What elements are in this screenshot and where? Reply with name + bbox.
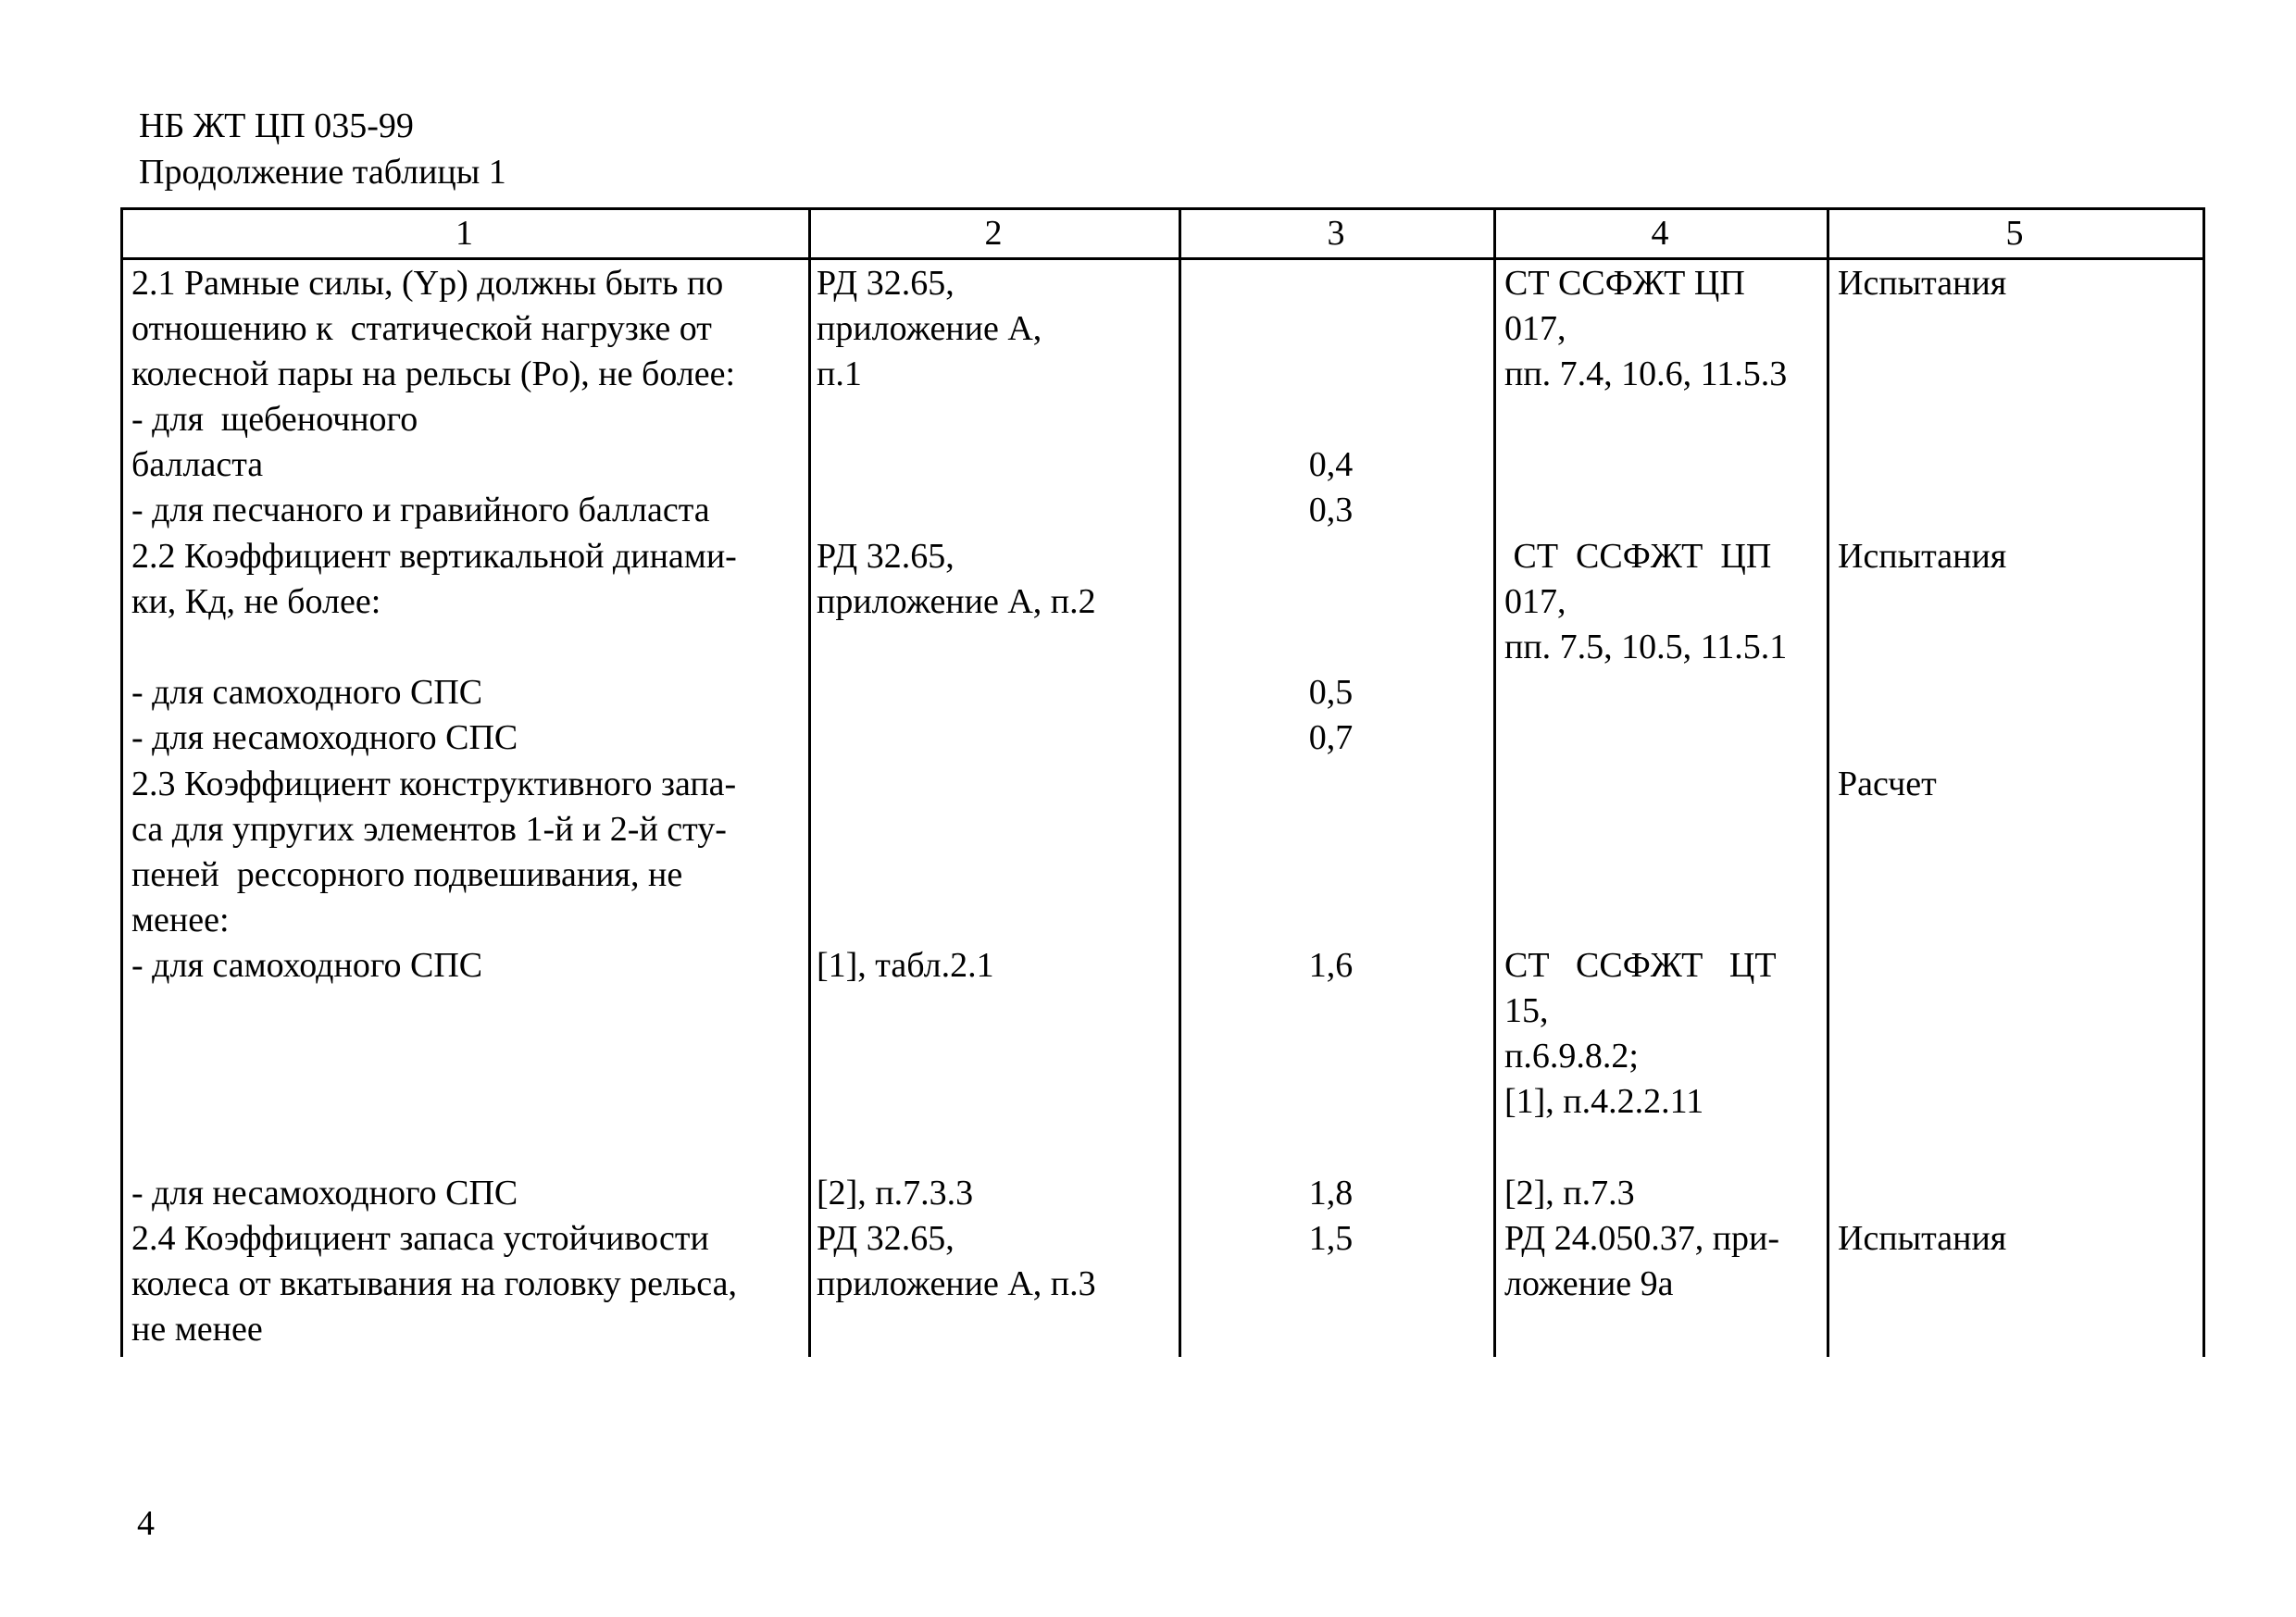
row-2-1-method-doc: СТ ССФЖТ ЦП 017, пп. 7.4, 10.6, 11.5.3 — [1504, 264, 1788, 393]
row-2-1-reference: РД 32.65, приложение А, п.1 — [817, 264, 1042, 393]
col-divider-3 — [1493, 207, 1496, 1357]
column-header-4: 4 — [1651, 214, 1669, 253]
row-2-2-requirement: 2.2 Коэффициент вертикальной динами- ки, Кд, не более: - для самоходного СПС - для несамоходного СПС — [131, 537, 737, 757]
row-2-1-requirement: 2.1 Рамные силы, (Yр) должны быть по отношению к статической нагрузке от колесной пары на рельсы (Pо), не более: - для щебеночного балласта - для песчаного и гравийного балласта — [131, 264, 736, 529]
row-2-3b-requirement: - для несамоходного СПС — [131, 1174, 518, 1213]
row-2-4-requirement: 2.4 Коэффициент запаса устойчивости колеса от вкатывания на головку рельса, не менее — [131, 1219, 737, 1349]
col-divider-1 — [808, 207, 811, 1357]
document-code: НБ ЖТ ЦП 035-99 — [139, 106, 414, 145]
row-2-1-control: Испытания — [1838, 264, 2007, 303]
row-2-3a-requirement: - для самоходного СПС — [131, 946, 483, 985]
row-2-2-value: 0,5 0,7 — [1308, 673, 1354, 757]
row-2-3b-reference: [2], п.7.3.3 — [817, 1174, 974, 1213]
row-2-2-control: Испытания — [1838, 537, 2007, 576]
column-header-3: 3 — [1327, 214, 1345, 253]
row-2-3b-value: 1,8 — [1308, 1174, 1354, 1213]
col-divider-0 — [120, 207, 123, 1357]
row-2-3a-method-doc: СТ ССФЖТ ЦТ 15, п.6.9.8.2; [1], п.4.2.2.11 — [1504, 946, 1777, 1121]
row-2-1-value: 0,4 0,3 — [1308, 445, 1354, 529]
row-2-4-value: 1,5 — [1308, 1219, 1354, 1258]
row-2-4-reference: РД 32.65, приложение А, п.3 — [817, 1219, 1096, 1303]
col-divider-5 — [2202, 207, 2205, 1357]
row-2-2-reference: РД 32.65, приложение А, п.2 — [817, 537, 1096, 621]
row-2-3a-value: 1,6 — [1308, 946, 1354, 985]
row-2-4-method-doc: РД 24.050.37, при- ложение 9а — [1504, 1219, 1780, 1303]
header-bottom-border — [120, 257, 2205, 260]
table-caption: Продолжение таблицы 1 — [139, 153, 506, 192]
row-2-3-requirement: 2.3 Коэффициент конструктивного запа- са для упругих элементов 1-й и 2-й сту- пеней рессорного подвешивания, не менее: — [131, 765, 737, 939]
column-header-2: 2 — [984, 214, 1003, 253]
row-2-3-control: Расчет — [1838, 765, 1937, 803]
row-2-3b-method-doc: [2], п.7.3 — [1504, 1174, 1635, 1213]
row-2-3a-reference: [1], табл.2.1 — [817, 946, 994, 985]
row-2-4-control: Испытания — [1838, 1219, 2007, 1258]
row-2-2-method-doc: СТ ССФЖТ ЦП 017, пп. 7.5, 10.5, 11.5.1 — [1504, 537, 1788, 666]
col-divider-4 — [1827, 207, 1829, 1357]
column-header-5: 5 — [2005, 214, 2024, 253]
column-header-1: 1 — [455, 214, 473, 253]
page-number: 4 — [137, 1504, 155, 1543]
